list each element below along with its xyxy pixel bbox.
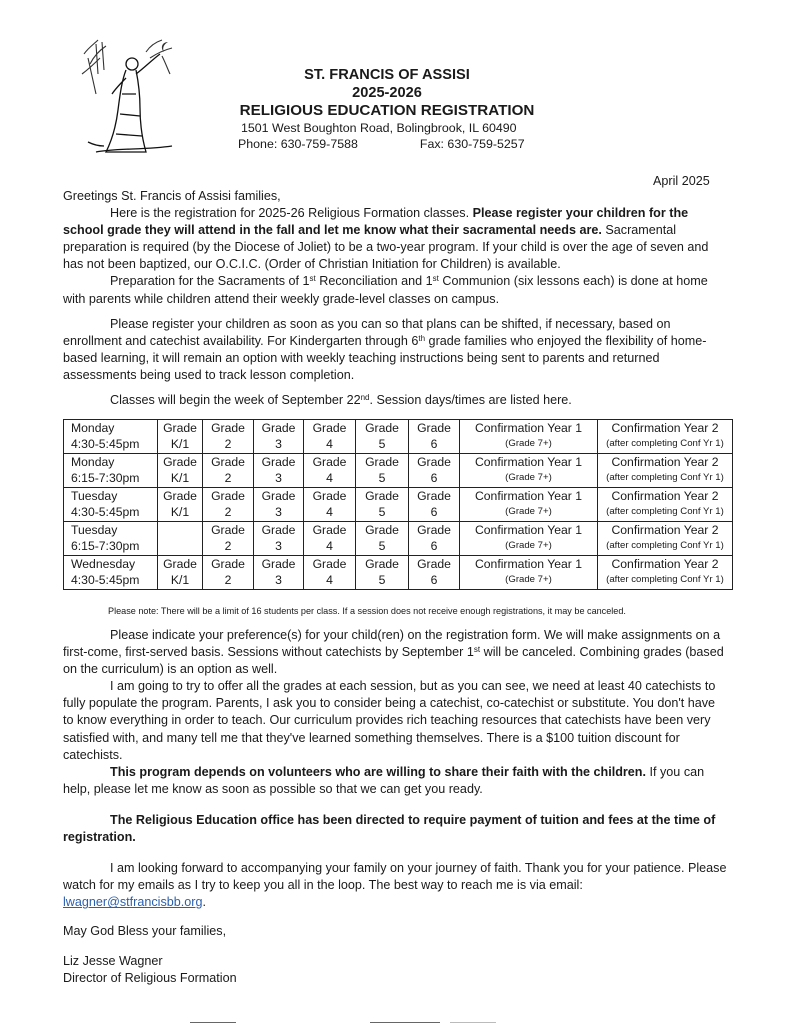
confirmation-label: Confirmation Year 1 bbox=[474, 557, 583, 571]
grade-level: 2 bbox=[224, 505, 232, 519]
p4-sup: nd bbox=[360, 393, 370, 403]
grade-label: Grade bbox=[417, 523, 451, 537]
session-cell bbox=[64, 522, 158, 556]
parish-name: ST. FRANCIS OF ASSISI bbox=[304, 67, 470, 83]
confirmation-label: Confirmation Year 1 bbox=[474, 489, 583, 503]
grade-cell bbox=[158, 454, 203, 488]
confirmation-year-2-cell bbox=[598, 522, 733, 556]
schedule-row bbox=[64, 420, 733, 454]
grade-level: 6 bbox=[430, 539, 438, 553]
session-cell bbox=[64, 420, 158, 454]
p9-end: . bbox=[202, 895, 206, 910]
p3-text-2: grade families who enjoyed the flexibility of home-based learning, it will remain an option with weekly teaching instructions being sent to parents and returned assessments being used to track lesson completion. bbox=[63, 333, 707, 382]
confirmation-note: (Grade 7+) bbox=[505, 506, 552, 517]
letter-body bbox=[63, 188, 729, 409]
session-time: 6:15-7:30pm bbox=[71, 539, 140, 553]
grade-level: K/1 bbox=[170, 573, 190, 587]
grade-label: Grade bbox=[312, 489, 347, 503]
grade-label: Grade bbox=[365, 421, 399, 435]
confirmation-year-1-cell bbox=[460, 556, 598, 590]
grade-level: 3 bbox=[275, 505, 282, 519]
p7-text: If you can help, please let me know as soon as possible so that we can get you ready. bbox=[63, 764, 705, 796]
confirmation-label: Confirmation Year 2 bbox=[611, 489, 719, 503]
confirmation-label: Confirmation Year 1 bbox=[474, 455, 583, 469]
grade-level: 4 bbox=[326, 539, 333, 553]
grade-cell bbox=[304, 522, 356, 556]
grade-cell bbox=[203, 488, 254, 522]
confirmation-note: (Grade 7+) bbox=[505, 574, 552, 585]
letter-date: April 2025 bbox=[653, 174, 710, 188]
session-time: 6:15-7:30pm bbox=[71, 471, 140, 485]
confirmation-note: (after completing Conf Yr 1) bbox=[606, 574, 724, 585]
schedule-row bbox=[64, 556, 733, 590]
grade-cell bbox=[356, 488, 409, 522]
grade-level: K/1 bbox=[170, 505, 190, 519]
grade-label: Grade bbox=[211, 455, 245, 469]
grade-level: 4 bbox=[326, 471, 333, 485]
phone-number: Phone: 630-759-7588 bbox=[238, 137, 358, 151]
grade-cell bbox=[356, 420, 409, 454]
session-day: Monday bbox=[71, 421, 115, 435]
email-link[interactable]: lwagner@stfrancisbb.org bbox=[63, 895, 203, 910]
grade-level: 2 bbox=[224, 539, 232, 553]
p1-bold: Please register your children for the school grade they will attend in the fall and let me know what their sacramental needs are. bbox=[63, 206, 689, 238]
schedule-row bbox=[64, 454, 733, 488]
grade-level: 6 bbox=[430, 505, 438, 519]
grade-level: 4 bbox=[326, 505, 333, 519]
confirmation-year-1-cell bbox=[460, 454, 598, 488]
session-cell bbox=[64, 488, 158, 522]
signature-name: Liz Jesse Wagner bbox=[63, 953, 163, 968]
document-title: RELIGIOUS EDUCATION REGISTRATION bbox=[239, 102, 535, 119]
grade-level: 4 bbox=[326, 573, 333, 587]
fax-number: Fax: 630-759-5257 bbox=[419, 137, 525, 151]
grade-label: Grade bbox=[261, 557, 296, 571]
grade-cell bbox=[409, 454, 460, 488]
schedule-table bbox=[63, 419, 733, 590]
p1-text-2: Sacramental preparation is required (by the Diocese of Joliet) to be a two-year program. If your child is over the age of seven and has not been baptized, our O.C.I.C. (Order of Christian Initiation for Children) is available. bbox=[63, 223, 709, 272]
grade-level: 3 bbox=[275, 471, 282, 485]
grade-cell bbox=[409, 522, 460, 556]
grade-label: Grade bbox=[261, 421, 296, 435]
confirmation-note: (Grade 7+) bbox=[505, 540, 552, 551]
grade-cell bbox=[203, 454, 254, 488]
grade-level: 6 bbox=[430, 437, 438, 451]
p2-sup-2: st bbox=[432, 274, 439, 284]
confirmation-label: Confirmation Year 2 bbox=[611, 455, 719, 469]
grade-label: Grade bbox=[365, 557, 399, 571]
session-cell bbox=[64, 556, 158, 590]
confirmation-note: (after completing Conf Yr 1) bbox=[606, 540, 724, 551]
grade-cell bbox=[409, 556, 460, 590]
closing-blessing: May God Bless your families, bbox=[63, 924, 227, 939]
session-time: 4:30-5:45pm bbox=[71, 505, 140, 519]
confirmation-year-2-cell bbox=[598, 454, 733, 488]
schedule-row bbox=[64, 488, 733, 522]
paragraph-preferences bbox=[63, 627, 729, 678]
grade-cell bbox=[254, 488, 304, 522]
grade-label: Grade bbox=[417, 557, 451, 571]
grade-cell bbox=[356, 522, 409, 556]
footer-rule bbox=[190, 1022, 236, 1023]
grade-label: Grade bbox=[163, 455, 197, 469]
p8-bold: The Religious Education office has been directed to require payment of tuition and fees at the time of registration. bbox=[63, 812, 716, 845]
grade-level: 2 bbox=[224, 573, 232, 587]
grade-cell bbox=[304, 454, 356, 488]
grade-label: Grade bbox=[163, 557, 197, 571]
grade-level: K/1 bbox=[170, 437, 190, 451]
grade-cell bbox=[254, 522, 304, 556]
contact-line bbox=[220, 136, 554, 152]
grade-level: 2 bbox=[224, 437, 232, 451]
confirmation-note: (Grade 7+) bbox=[505, 472, 552, 483]
grade-label: Grade bbox=[312, 421, 347, 435]
paragraph-catechists: I am going to try to offer all the grades at each session, but as you can see, we need at least 40 catechists to fully populate the program. Parents, I ask you to consider being a catechist, co-catechist or substitute. You don't have to know everything in order to teach. Our curriculum provides rich teaching resources that catechists have been very satisfied with, and many tell me that they've learned something themselves. There is a $100 tuition discount for catechists. bbox=[63, 679, 716, 762]
paragraph-classes-begin bbox=[63, 392, 729, 409]
paragraph-tuition bbox=[63, 812, 729, 846]
paragraph-closing bbox=[63, 860, 729, 911]
confirmation-label: Confirmation Year 2 bbox=[611, 523, 719, 537]
confirmation-label: Confirmation Year 1 bbox=[474, 421, 583, 435]
grade-cell bbox=[203, 420, 254, 454]
grade-cell bbox=[158, 488, 203, 522]
grade-label: Grade bbox=[365, 523, 399, 537]
grade-cell bbox=[304, 420, 356, 454]
confirmation-note: (after completing Conf Yr 1) bbox=[606, 438, 724, 449]
confirmation-label: Confirmation Year 2 bbox=[611, 421, 719, 435]
grade-cell bbox=[254, 420, 304, 454]
p2-text-2: Reconciliation and 1 bbox=[315, 274, 433, 289]
confirmation-year-2-cell bbox=[598, 556, 733, 590]
grade-level: 6 bbox=[430, 573, 438, 587]
grade-label: Grade bbox=[417, 455, 451, 469]
school-year: 2025-2026 bbox=[352, 85, 422, 101]
grade-level: 4 bbox=[326, 437, 333, 451]
session-day: Wednesday bbox=[71, 557, 136, 571]
grade-label: Grade bbox=[261, 455, 296, 469]
paragraph-sacraments bbox=[63, 273, 729, 307]
grade-level: 3 bbox=[275, 573, 282, 587]
grade-level: 3 bbox=[275, 437, 282, 451]
grade-cell bbox=[409, 420, 460, 454]
confirmation-year-2-cell bbox=[598, 488, 733, 522]
grade-cell bbox=[304, 488, 356, 522]
grade-level: 2 bbox=[224, 471, 232, 485]
grade-level: 5 bbox=[378, 573, 386, 587]
grade-label: Grade bbox=[211, 489, 245, 503]
grade-label: Grade bbox=[163, 489, 197, 503]
grade-cell bbox=[304, 556, 356, 590]
grade-label: Grade bbox=[365, 455, 399, 469]
session-day: Tuesday bbox=[71, 489, 118, 503]
grade-label: Grade bbox=[312, 557, 347, 571]
grade-label: Grade bbox=[312, 523, 347, 537]
grade-cell bbox=[409, 488, 460, 522]
p5-text: Please indicate your preference(s) for your child(ren) on the registration form. We will make assignments on a first-come, first-served basis. Sessions without catechists by September 1 bbox=[63, 628, 721, 660]
confirmation-label: Confirmation Year 1 bbox=[474, 523, 583, 537]
grade-level: 5 bbox=[378, 505, 386, 519]
class-limit-note: Please note: There will be a limit of 16 students per class. If a session does not receive enough registrations, it may be canceled. bbox=[108, 606, 626, 616]
grade-cell bbox=[158, 556, 203, 590]
p3-text: Please register your children as soon as you can so that plans can be shifted, if necessary, based on enrollment and catechist availability. For Kindergarten through 6 bbox=[63, 316, 671, 348]
grade-label: Grade bbox=[211, 557, 245, 571]
confirmation-year-1-cell bbox=[460, 488, 598, 522]
grade-cell bbox=[254, 454, 304, 488]
p1-text: Here is the registration for 2025-26 Religious Formation classes. bbox=[110, 206, 473, 221]
p4-text-2: . Session days/times are listed here. bbox=[369, 393, 572, 408]
session-day: Tuesday bbox=[71, 523, 118, 537]
letterhead bbox=[220, 66, 554, 152]
session-time: 4:30-5:45pm bbox=[71, 437, 140, 451]
p5-text-2: will be canceled. Combining grades (based on the curriculum) is an option as well. bbox=[63, 645, 724, 677]
p5-sup: st bbox=[473, 645, 481, 655]
grade-level: K/1 bbox=[170, 471, 190, 485]
signature-title: Director of Religious Formation bbox=[63, 970, 237, 985]
grade-label: Grade bbox=[211, 523, 245, 537]
session-time: 4:30-5:45pm bbox=[71, 573, 140, 587]
grade-label: Grade bbox=[211, 421, 245, 435]
confirmation-note: (after completing Conf Yr 1) bbox=[606, 506, 724, 517]
grade-cell bbox=[356, 454, 409, 488]
grade-cell bbox=[158, 420, 203, 454]
p2-text: Preparation for the Sacraments of 1 bbox=[110, 274, 310, 289]
p2-sup: st bbox=[309, 274, 316, 284]
grade-label: Grade bbox=[261, 489, 296, 503]
p9-text: I am looking forward to accompanying your family on your journey of faith. Thank you for your patience. Please watch for my emails as I try to keep you all in the loop. The best way to reach me is via email: bbox=[63, 861, 727, 893]
session-day: Monday bbox=[71, 455, 115, 469]
grade-level: 6 bbox=[430, 471, 438, 485]
grade-label: Grade bbox=[365, 489, 399, 503]
grade-cell bbox=[254, 556, 304, 590]
grade-label: Grade bbox=[312, 455, 347, 469]
confirmation-year-2-cell bbox=[598, 420, 733, 454]
parish-address: 1501 West Boughton Road, Bolingbrook, IL 60490 bbox=[241, 121, 517, 135]
grade-level: 5 bbox=[378, 437, 386, 451]
p2-text-3: Communion (six lessons each) is done at home with parents while children attend their weekly grade-level classes on campus. bbox=[63, 274, 708, 306]
paragraph-volunteers bbox=[63, 764, 729, 798]
footer-rule bbox=[370, 1022, 440, 1023]
session-cell bbox=[64, 454, 158, 488]
grade-level: 5 bbox=[378, 471, 386, 485]
confirmation-year-1-cell bbox=[460, 522, 598, 556]
grade-cell bbox=[356, 556, 409, 590]
p4-text: Classes will begin the week of September 22 bbox=[110, 393, 361, 408]
confirmation-note: (after completing Conf Yr 1) bbox=[606, 472, 724, 483]
paragraph-registration bbox=[63, 205, 729, 273]
paragraph-enrollment bbox=[63, 316, 729, 384]
schedule-row bbox=[64, 522, 733, 556]
p3-sup: th bbox=[418, 333, 426, 343]
grade-label: Grade bbox=[417, 489, 451, 503]
grade-label: Grade bbox=[261, 523, 296, 537]
greeting: Greetings St. Francis of Assisi families, bbox=[63, 189, 281, 203]
grade-label: Grade bbox=[163, 421, 197, 435]
grade-label: Grade bbox=[417, 421, 451, 435]
grade-cell bbox=[158, 522, 203, 556]
confirmation-note: (Grade 7+) bbox=[505, 438, 552, 449]
footer-rule bbox=[450, 1022, 496, 1023]
grade-cell bbox=[203, 522, 254, 556]
grade-level: 5 bbox=[378, 539, 386, 553]
grade-cell bbox=[203, 556, 254, 590]
letter-body-continued bbox=[63, 627, 729, 987]
grade-level: 3 bbox=[275, 539, 282, 553]
confirmation-label: Confirmation Year 2 bbox=[611, 557, 719, 571]
st-francis-logo bbox=[76, 34, 182, 160]
confirmation-year-1-cell bbox=[460, 420, 598, 454]
p7-bold: This program depends on volunteers who are willing to share their faith with the children. bbox=[110, 764, 647, 779]
